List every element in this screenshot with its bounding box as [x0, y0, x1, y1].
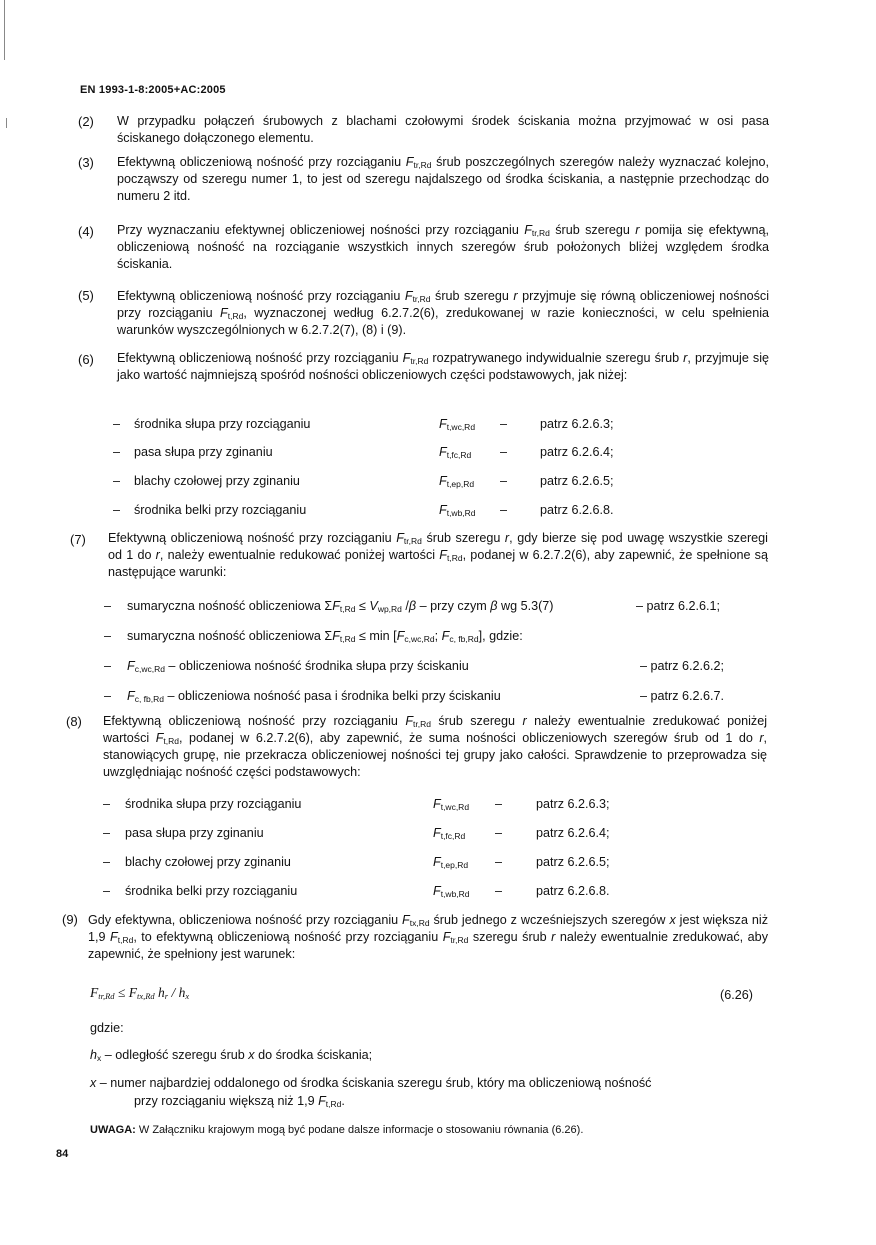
list-item-reference: patrz 6.2.6.3;	[540, 417, 614, 431]
list-item-symbol: $F_{t,ep,Rd}$	[439, 474, 475, 489]
paragraph-number: (5)	[78, 288, 94, 303]
list-item-reference: patrz 6.2.6.8.	[536, 884, 610, 898]
condition-text: $F_{c, fb,Rd}$ – obliczeniowa nośność pasa i środnika belki przy ściskaniu	[127, 689, 501, 704]
list-item-label: pasa słupa przy zginaniu	[125, 826, 264, 840]
where-label: gdzie:	[90, 1021, 124, 1035]
paragraph-number: (8)	[66, 714, 82, 729]
condition-text: sumaryczna nośność obliczeniowa $\Sigma F_{t,Rd} \le V_{wp,Rd}$ /β – przy czym β wg 5.3(7)	[127, 599, 554, 614]
list-item-symbol: $F_{t,wb,Rd}$	[439, 503, 476, 518]
paragraph-4: Przy wyznaczaniu efektywnej obliczeniowej nośności przy rozciąganiu $F_{tr,Rd}$ śrub szeregu r pomija się efektywną, obliczeniową nośność na rozciąganie wszystkich innych szeregów śrub położonych bliżej względem środka ściskania.	[117, 223, 769, 271]
paragraph-2: W przypadku połączeń śrubowych z blachami czołowymi środek ściskania można przyjmować w osi pasa ściskanego dołączonego elementu.	[117, 114, 769, 145]
list-item-separator: –	[500, 503, 508, 517]
list-item-separator: –	[495, 797, 503, 811]
paragraph-number: (7)	[70, 532, 86, 547]
list-item: –	[113, 474, 121, 488]
paragraph-5: Efektywną obliczeniową nośność przy rozciąganiu $F_{tr,Rd}$ śrub szeregu r przyjmuje się równą obliczeniowej nośności przy rozciąganiu $F_{t,Rd}$, wyznaczonej według 6.2.7.2(6), zredukowanej w razie konieczności, w celu spełnienia warunków wyszczególnionych w 6.2.7.2(7), (8) i (9).	[117, 289, 770, 337]
list-item: –	[103, 855, 111, 869]
paragraph-7: Efektywną obliczeniową nośność przy rozciąganiu $F_{tr,Rd}$ śrub szeregu r, gdy bierze się pod uwagę wszystkie szeregi od 1 do r, należy ewentualnie redukować poniżej wartości $F_{t,Rd}$, podanej w 6.2.7.2(6), aby zapewnić, że spełnione są następujące warunki:	[108, 531, 768, 579]
paragraph-number: (9)	[62, 912, 78, 927]
page-number: 84	[56, 1148, 69, 1160]
list-item-symbol: $F_{t,wb,Rd}$	[433, 884, 470, 899]
document-header: EN 1993-1-8:2005+AC:2005	[80, 84, 226, 96]
definition-hx: $h_x$ – odległość szeregu śrub x do środka ściskania;	[90, 1048, 373, 1063]
paragraph-number: (4)	[78, 224, 94, 239]
equation-6-26: $F_{tr,Rd} \le F_{tx,Rd}$ $h_r / h_x$	[90, 985, 190, 1001]
paragraph-number: (3)	[78, 155, 94, 170]
condition-text: $F_{c,wc,Rd}$ – obliczeniowa nośność środnika słupa przy ściskaniu	[127, 659, 469, 674]
list-item-separator: –	[500, 474, 508, 488]
paragraph-3: Efektywną obliczeniową nośność przy rozciąganiu $F_{tr,Rd}$ śrub poszczególnych szeregów należy wyznaczać kolejno, począwszy od szeregu numer 1, to jest od szeregu najdalszego od środka ściskania, a następnie przechodząc do numeru 2 itd.	[117, 155, 769, 203]
list-item-separator: –	[500, 445, 508, 459]
list-item-label: środnika słupa przy rozciąganiu	[134, 417, 311, 431]
list-item-symbol: $F_{t,wc,Rd}$	[433, 797, 470, 812]
list-item-separator: –	[495, 884, 503, 898]
list-item: –	[104, 599, 112, 613]
note: UWAGA: W Załączniku krajowym mogą być podane dalsze informacje o stosowaniu równania (6.26).	[90, 1124, 584, 1136]
list-item-symbol: $F_{t,wc,Rd}$	[439, 417, 476, 432]
paragraph-number: (6)	[78, 352, 94, 367]
definition-x: x – numer najbardziej oddalonego od środka ściskania szeregu śrub, który ma obliczeniową nośność	[90, 1076, 652, 1090]
list-item-reference: – patrz 6.2.6.1;	[636, 599, 721, 613]
list-item: –	[113, 417, 121, 431]
list-item-label: pasa słupa przy zginaniu	[134, 445, 273, 459]
list-item: –	[113, 503, 121, 517]
list-item-label: środnika słupa przy rozciąganiu	[125, 797, 302, 811]
list-item-reference: – patrz 6.2.6.7.	[640, 689, 725, 703]
list-item-label: środnika belki przy rozciąganiu	[125, 884, 298, 898]
list-item: –	[103, 797, 111, 811]
list-item-reference: patrz 6.2.6.4;	[536, 826, 610, 840]
list-item: –	[104, 689, 112, 703]
definition-x-continuation: przy rozciąganiu większą niż 1,9 $F_{t,Rd}$.	[134, 1094, 345, 1109]
list-item-label: blachy czołowej przy zginaniu	[125, 855, 291, 869]
list-item-separator: –	[495, 826, 503, 840]
list-item-symbol: $F_{t,fc,Rd}$	[433, 826, 466, 841]
paragraph-6: Efektywną obliczeniową nośność przy rozciąganiu $F_{tr,Rd}$ rozpatrywanego indywidualnie szeregu śrub r, przyjmuje się jako wartość najmniejszą spośród nośności obliczeniowych części podstawowych, jak niżej:	[117, 351, 769, 382]
list-item-reference: patrz 6.2.6.3;	[536, 797, 610, 811]
list-item-reference: patrz 6.2.6.4;	[540, 445, 614, 459]
condition-text: sumaryczna nośność obliczeniowa $\Sigma F_{t,Rd} \le \min [F_{c,wc,Rd}$; $F_{c, fb,Rd}$], gdzie:	[127, 629, 523, 644]
list-item-reference: patrz 6.2.6.5;	[540, 474, 614, 488]
list-item-symbol: $F_{t,fc,Rd}$	[439, 445, 472, 460]
list-item: –	[103, 884, 111, 898]
list-item: –	[104, 629, 112, 643]
scan-edge-mark	[6, 118, 7, 128]
list-item-reference: – patrz 6.2.6.2;	[640, 659, 725, 673]
list-item-separator: –	[495, 855, 503, 869]
paragraph-9: Gdy efektywna, obliczeniowa nośność przy rozciąganiu $F_{tx,Rd}$ śrub jednego z wcześniejszych szeregów x jest większa niż 1,9 $F_{t,Rd}$, to efektywną obliczeniową nośność przy rozciąganiu $F_{tr,Rd}$ szeregu śrub r należy ewentualnie zredukować, aby zapewnić, że spełniony jest warunek:	[88, 913, 768, 961]
scan-edge-mark	[4, 0, 5, 60]
paragraph-8: Efektywną obliczeniową nośność przy rozciąganiu $F_{tr,Rd}$ śrub szeregu r należy ewentualnie zredukować poniżej wartości $F_{t,Rd}$, podanej w 6.2.7.2(6), aby zapewnić, że suma nośności obliczeniowych szeregów śrub od 1 do r, stanowiących grupę, nie przekracza obliczeniowej nośności tej grupy jako całości. Sprawdzenie to przeprowadza się uwzględniając nośność części podstawowych:	[103, 714, 768, 779]
list-item-separator: –	[500, 417, 508, 431]
list-item-label: blachy czołowej przy zginaniu	[134, 474, 300, 488]
list-item-label: środnika belki przy rozciąganiu	[134, 503, 307, 517]
list-item: –	[113, 445, 121, 459]
list-item-symbol: $F_{t,ep,Rd}$	[433, 855, 469, 870]
list-item-reference: patrz 6.2.6.8.	[540, 503, 614, 517]
equation-number: (6.26)	[720, 988, 753, 1002]
list-item-reference: patrz 6.2.6.5;	[536, 855, 610, 869]
paragraph-number: (2)	[78, 114, 94, 129]
list-item: –	[104, 659, 112, 673]
list-item: –	[103, 826, 111, 840]
